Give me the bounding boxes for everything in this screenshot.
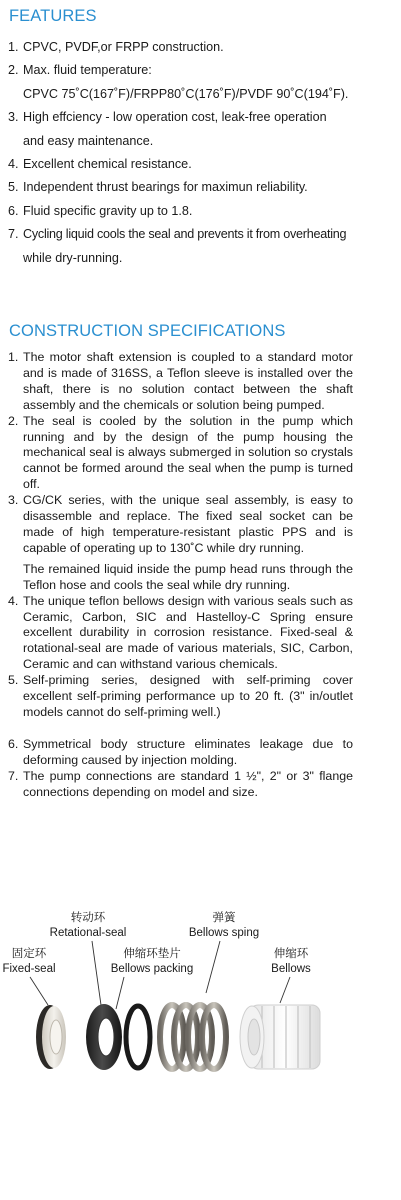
features-title: FEATURES [9,7,97,25]
bellows-part [240,1005,320,1069]
spec-text: The seal is cooled by the solution in the pump which running and by the design of the pump housing the mechanical seal is always submerged in solution so crystals cannot be formed around the seal when the pump is turned off. [23,413,353,492]
bellows-spring-label-cn: 弹簧 [212,912,236,924]
bellows-label-cn: 伸缩环 [273,948,309,960]
spec-number: 2. [8,413,19,428]
feature-number: 6. [8,203,19,218]
spec-item-6 [8,737,353,769]
rotational-seal-leader [92,941,101,1005]
spec-number: 3. [8,493,19,508]
bellows-spring-part [160,1005,226,1069]
bellows-label-en: Bellows [271,963,311,975]
bellows-packing-leader [116,977,124,1009]
feature-text: Excellent chemical resistance. [23,157,192,172]
rotational-seal-label-cn: 转动环 [70,912,106,924]
specs-list [8,350,353,800]
fixed-seal-label-en: Fixed-seal [2,963,56,975]
fixed-seal-part [36,1005,66,1069]
spec-item-2 [8,414,353,494]
feature-continuation: and easy maintenance. [23,133,154,148]
feature-number: 5. [8,180,19,195]
feature-text: Cycling liquid cools the seal and prevents it from overheating [23,227,347,242]
spec-text: Self-priming series, designed with self-priming cover excellent self-priming performance up to 20 ft. (3" in/outlet models cannot do self-priming well.) [23,673,353,719]
leader-lines [30,941,290,1009]
spec-item-4 [8,594,353,674]
feature-text: High effciency - low operation cost, leak-free operation [23,110,327,125]
feature-item-5 [8,176,398,199]
feature-text: Max. fluid temperature: [23,63,152,78]
spec-text: CG/CK series, with the unique seal assembly, is easy to disassemble and replace. The fixed seal socket can be made of high temperature-resistant plastic PPS and is capable of operating up to 130˚C while dry running. [23,493,353,555]
spec-text: The unique teflon bellows design with various seals such as Ceramic, Carbon, SIC and Hastelloy-C Spring ensure excellent durability in corrosion resistance. Fixed-seal & rotational-seal are made of various materials, SIC, Carbon, Ceramic and can withstand various chemicals. [23,593,353,672]
feature-item-7 [8,223,398,246]
feature-item-1 [8,36,398,59]
feature-number: 2. [8,63,19,78]
spec-number: 7. [8,768,19,783]
feature-continuation: while dry-running. [23,250,123,265]
spec-item-1 [8,350,353,414]
bellows-leader [280,977,290,1003]
seal-parts-illustration [0,905,401,1080]
feature-number: 3. [8,110,19,125]
rotational-seal-part [86,1004,122,1070]
spec-number: 5. [8,673,19,688]
fixed-seal-leader [30,977,48,1005]
spec-text: The pump connections are standard 1 ½", 2" or 3" flange connections depending on model and size. [23,768,353,799]
bellows-packing-part [126,1006,150,1068]
feature-text: Fluid specific gravity up to 1.8. [23,203,193,218]
feature-item-2 [8,59,398,82]
feature-number: 7. [8,227,19,242]
feature-item-3 [8,106,398,129]
spec-note: The remained liquid inside the pump head runs through the Teflon hose and cools the seal while dry running. [23,561,353,592]
feature-text: Independent thrust bearings for maximun reliability. [23,180,308,195]
features-list [8,36,398,270]
bellows-spring-label-en: Bellows sping [188,927,260,939]
spec-item-7 [8,769,353,801]
feature-text: CPVC, PVDF,or FRPP construction. [23,40,224,54]
spec-number: 6. [8,736,19,751]
feature-item-4 [8,153,398,176]
bellows-spring-leader [206,941,220,993]
spec-text: The motor shaft extension is coupled to a standard motor and is made of 316SS, a Teflon sleeve is installed over the shaft, there is no solution contact between the shaft assembly and the chemicals or solution being pumped. [23,350,353,412]
spec-number: 1. [8,350,19,364]
feature-continuation: CPVC 75˚C(167˚F)/FRPP80˚C(176˚F)/PVDF 90˚C(194˚F). [23,86,349,101]
spec-text: Symmetrical body structure eliminates leakage due to deforming caused by injection molding. [23,736,353,767]
spec-item-5 [8,673,353,721]
rotational-seal-label-en: Retational-seal [49,927,127,939]
feature-number: 4. [8,157,19,172]
feature-item-6 [8,200,398,223]
feature-number: 1. [8,40,19,54]
bellows-packing-label-en: Bellows packing [110,963,194,975]
fixed-seal-label-cn: 固定环 [11,948,47,960]
bellows-packing-label-cn: 伸缩环垫片 [123,948,181,960]
spec-item-3 [8,493,353,557]
specs-title: CONSTRUCTION SPECIFICATIONS [9,322,286,340]
spec-number: 4. [8,593,19,608]
